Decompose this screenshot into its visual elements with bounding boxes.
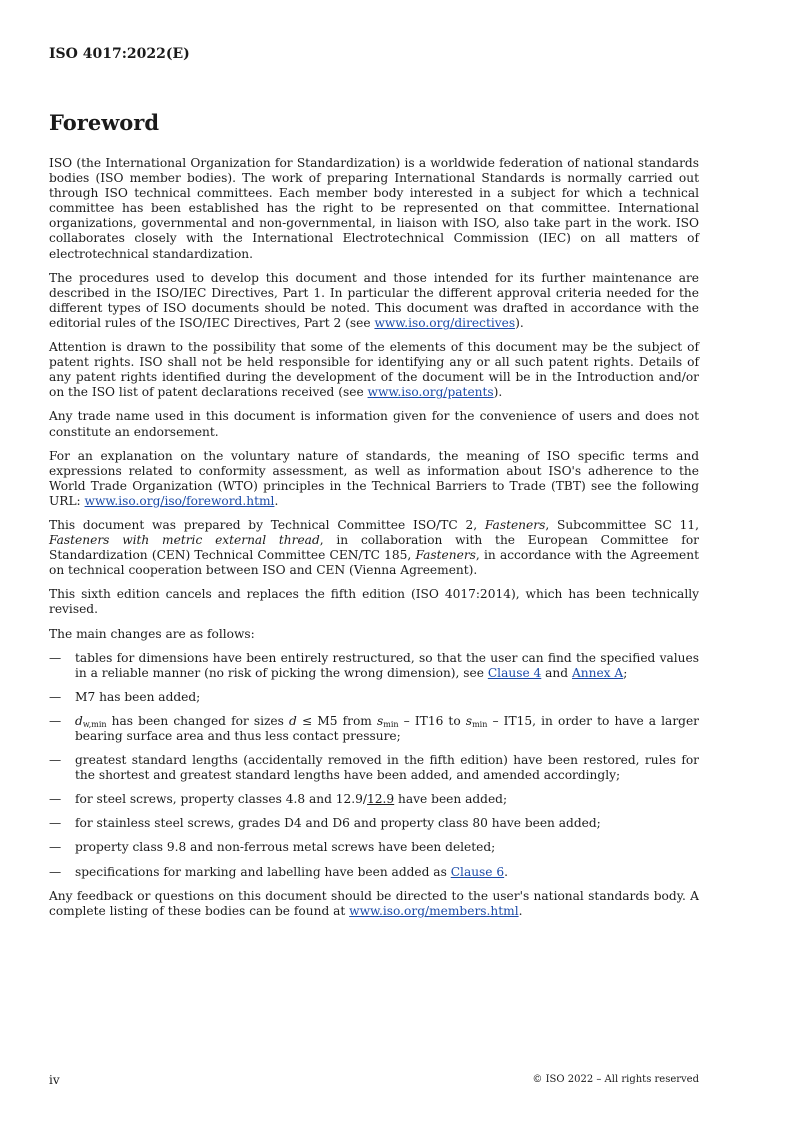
patents-link[interactable]: www.iso.org/patents: [367, 385, 494, 400]
dash-bullet: —: [49, 753, 62, 768]
dash-bullet: —: [49, 713, 62, 728]
dash-bullet: —: [49, 864, 62, 879]
copyright-notice: © ISO 2022 – All rights reserved: [532, 1074, 699, 1085]
paragraph-prepared-by: This document was prepared by Technical Committee ISO/TC 2, Fasteners, Subcommittee SC 11, Fasteners with metric external thread, in collaboration with the European Committee for Standardization (CEN) Technical Committee CEN/TC 185, Fasteners, in accordance with the Agreement on technical cooperation between ISO and CEN (Vienna Agreement).: [49, 517, 699, 578]
list-item: — M7 has been added;: [49, 689, 201, 704]
clause-4-link[interactable]: Clause 4: [487, 665, 542, 680]
list-item: — property class 9.8 and non-ferrous metal screws have been deleted;: [49, 840, 496, 855]
members-link[interactable]: www.iso.org/members.html: [349, 903, 519, 918]
list-item: — for steel screws, property classes 4.8 and 12.9/12.9 have been added;: [49, 792, 508, 807]
page-title: Foreword: [49, 110, 160, 135]
dash-bullet: —: [49, 816, 62, 831]
list-item: — greatest standard lengths (accidentally removed in the fifth edition) have been restored, rules for the shortest and greatest standard lengths have been added, and amended accordingly;: [49, 753, 699, 783]
list-item: — specifications for marking and labelling have been added as Clause 6.: [49, 864, 509, 879]
foreword-body: [49, 156, 699, 928]
paragraph-iso-intro: ISO (the International Organization for Standardization) is a worldwide federation of national standards bodies (ISO member bodies). The work of preparing International Standards is normally carried out through ISO technical committees. Each member body interested in a subject for which a technical committee has been established has the right to be represented on that committee. International organizations, governmental and non-governmental, in liaison with ISO, also take part in the work. ISO collaborates closely with the International Electrotechnical Commission (IEC) on all matters of electrotechnical standardization.: [49, 156, 699, 261]
dash-bullet: —: [49, 689, 62, 704]
document-id: ISO 4017:2022(E): [49, 46, 190, 62]
annex-a-link[interactable]: Annex A: [571, 665, 624, 680]
dash-bullet: —: [49, 840, 62, 855]
paragraph-trade-name: Any trade name used in this document is information given for the convenience of users and does not constitute an endorsement.: [49, 409, 699, 439]
list-item: — tables for dimensions have been entirely restructured, so that the user can find the specified values in a reliable manner (no risk of picking the wrong dimension), see Clause 4 and Annex A;: [49, 650, 699, 680]
underlined-value: 12.9: [367, 792, 395, 807]
dash-bullet: —: [49, 650, 62, 665]
list-item: — $d_{w,min}$ has been changed for sizes d ≤ M5 from $s_{min} - IT16$ to $s_{min} - IT15$, in order to have a larger bearing surface area and thus less contact pressure;: [49, 713, 699, 743]
paragraph-patents: Attention is drawn to the possibility that some of the elements of this document may be the subject of patent rights. ISO shall not be held responsible for identifying any or all such patent rights. Details of any patent rights identified during the development of the document will be in the Introduction and/or on the ISO list of patent declarations received (see www.iso.org/patents).: [49, 340, 699, 400]
paragraph-feedback: Any feedback or questions on this document should be directed to the user's national standards body. A complete listing of these bodies can be found at www.iso.org/members.html.: [49, 888, 699, 918]
changes-list: [49, 651, 699, 880]
directives-link[interactable]: www.iso.org/directives: [374, 315, 516, 330]
list-item: — for stainless steel screws, grades D4 and D6 and property class 80 have been added;: [49, 816, 601, 831]
document-page: [49, 0, 699, 1122]
paragraph-edition: This sixth edition cancels and replaces the fifth edition (ISO 4017:2014), which has been technically revised.: [49, 587, 699, 617]
clause-6-link[interactable]: Clause 6: [450, 864, 505, 879]
page-number: iv: [49, 1073, 60, 1087]
foreword-link[interactable]: www.iso.org/iso/foreword.html: [84, 493, 275, 508]
paragraph-voluntary-nature: For an explanation on the voluntary nature of standards, the meaning of ISO specific terms and expressions related to conformity assessment, as well as information about ISO's adherence to the World Trade Organization (WTO) principles in the Technical Barriers to Trade (TBT) see the following URL: www.iso.org/iso/foreword.html.: [49, 448, 699, 508]
paragraph-main-changes: The main changes are as follows:: [49, 626, 255, 641]
paragraph-procedures: The procedures used to develop this document and those intended for its further maintenance are described in the ISO/IEC Directives, Part 1. In particular the different approval criteria needed for the different types of ISO documents should be noted. This document was drafted in accordance with the editorial rules of the ISO/IEC Directives, Part 2 (see www.iso.org/directives).: [49, 270, 699, 330]
dash-bullet: —: [49, 792, 62, 807]
